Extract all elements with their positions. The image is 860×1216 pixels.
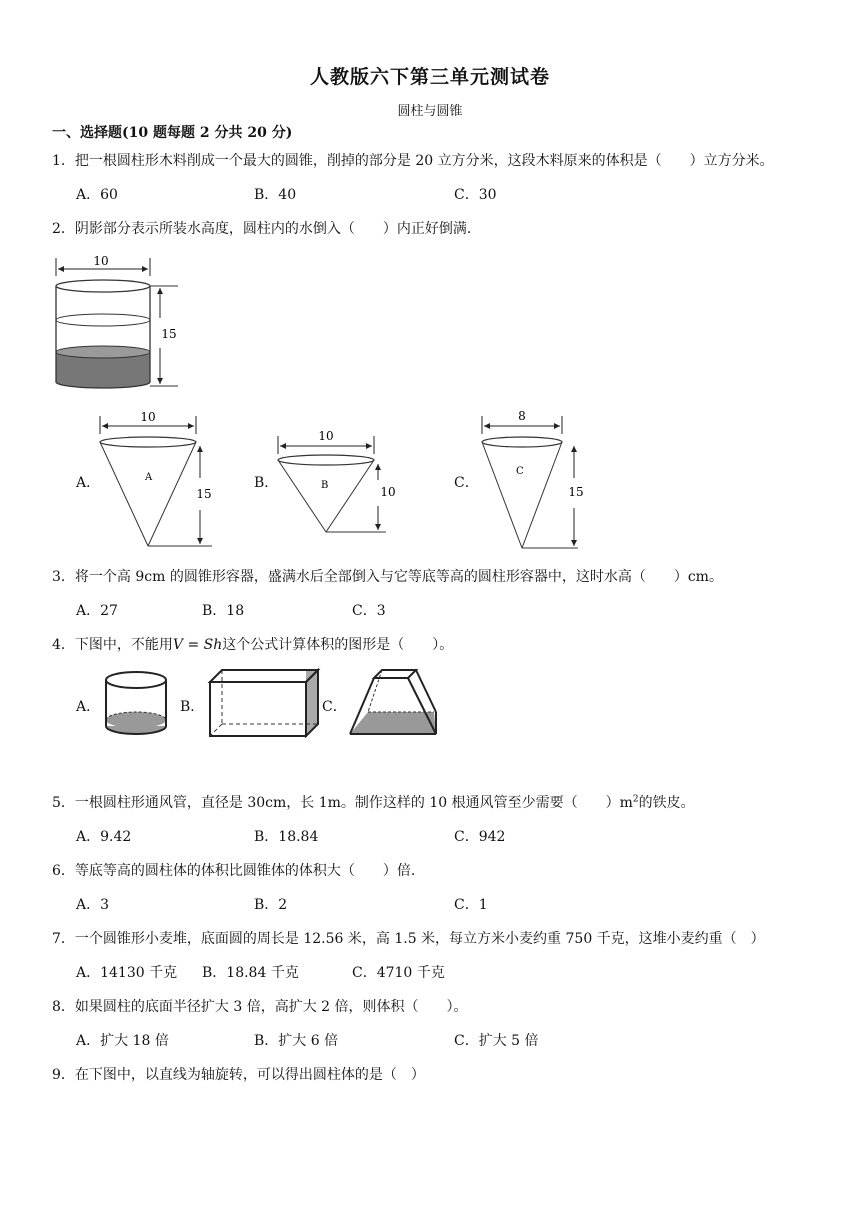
question-6: 6．等底等高的圆柱体的体积比圆锥体的体积大（ ）倍. <box>52 863 416 879</box>
q4-cylinder-figure <box>102 668 172 740</box>
question-2: 2．阴影部分表示所装水高度，圆柱内的水倒入（ ）内正好倒满． <box>52 221 481 237</box>
question-7: 7．一个圆锥形小麦堆，底面圆的周长是 12.56 米，高 1.5 米，每立方米小麦约重 750 千克，这堆小麦约重（ ） <box>52 931 765 947</box>
q5-option-c[interactable]: C．942 <box>454 829 506 845</box>
section-heading: 一、选择题(10 题每题 2 分共 20 分) <box>52 125 293 141</box>
cone-a-letter: A <box>145 472 153 483</box>
q1-option-c[interactable]: C．30 <box>454 187 497 203</box>
question-4 <box>52 634 453 654</box>
q2-cone-b <box>272 424 402 540</box>
q5-text-after: 的铁皮。 <box>638 795 695 811</box>
q3-option-a[interactable]: A．27 <box>76 603 118 619</box>
q5-superscript: 2 <box>632 794 639 805</box>
q6-option-c[interactable]: C．1 <box>454 897 488 913</box>
q2-cylinder-figure <box>48 252 188 402</box>
cone-c-height-label: 15 <box>568 485 584 499</box>
cylinder-diameter-label: 10 <box>93 254 109 268</box>
page-subtitle: 圆柱与圆锥 <box>397 104 463 119</box>
cone-b-height-label: 10 <box>380 485 396 499</box>
q4-formula: V = Sh <box>172 637 223 653</box>
q4-option-b[interactable]: B． <box>180 699 205 715</box>
q7-option-c[interactable]: C．4710 千克 <box>352 965 445 981</box>
question-8: 8．如果圆柱的底面半径扩大 3 倍，高扩大 2 倍，则体积（ ）。 <box>52 999 468 1015</box>
question-3: 3．将一个高 9cm 的圆锥形容器，盛满水后全部倒入与它等底等高的圆柱形容器中，这时水高（ ）cm。 <box>52 569 723 585</box>
q4-text-after: 这个公式计算体积的图形是（ ）。 <box>222 637 454 653</box>
q2-option-c[interactable]: C． <box>454 475 479 491</box>
q8-option-b[interactable]: B．扩大 6 倍 <box>254 1033 339 1049</box>
q5-text-before: 5．一根圆柱形通风管，直径是 30cm，长 1m。制作这样的 10 根通风管至少需要（ ）m <box>52 795 633 811</box>
question-1: 1．把一根圆柱形木料削成一个最大的圆锥，削掉的部分是 20 立方分米，这段木料原来的体积是（ ）立方分米。 <box>52 153 774 169</box>
q1-option-b[interactable]: B．40 <box>254 187 297 203</box>
cone-c-letter: C <box>516 466 524 477</box>
q3-option-c[interactable]: C．3 <box>352 603 386 619</box>
cone-a-height-label: 15 <box>196 487 212 501</box>
q5-option-a[interactable]: A．9.42 <box>76 829 132 845</box>
q2-cone-a <box>96 406 226 554</box>
cone-b-diameter-label: 10 <box>318 429 334 443</box>
q6-option-a[interactable]: A．3 <box>76 897 110 913</box>
cylinder-height-label: 15 <box>161 327 177 341</box>
q2-cone-c <box>478 404 608 554</box>
cone-a-diameter-label: 10 <box>140 410 156 424</box>
q7-option-b[interactable]: B．18.84 千克 <box>202 965 299 981</box>
q4-cuboid-figure <box>206 668 322 740</box>
q7-option-a[interactable]: A．14130 千克 <box>76 965 178 981</box>
page-title: 人教版六下第三单元测试卷 <box>309 66 550 88</box>
cone-c-diameter-label: 8 <box>518 409 526 423</box>
question-9: 9．在下图中，以直线为轴旋转，可以得出圆柱体的是（ ） <box>52 1067 425 1083</box>
q2-option-a[interactable]: A． <box>76 475 101 491</box>
q5-option-b[interactable]: B．18.84 <box>254 829 319 845</box>
q3-option-b[interactable]: B．18 <box>202 603 245 619</box>
question-5 <box>52 792 695 812</box>
q2-option-b[interactable]: B． <box>254 475 279 491</box>
q4-frustum-figure <box>346 666 442 742</box>
q1-option-a[interactable]: A．60 <box>76 187 118 203</box>
q6-option-b[interactable]: B．2 <box>254 897 288 913</box>
q8-option-c[interactable]: C．扩大 5 倍 <box>454 1033 539 1049</box>
q4-option-c[interactable]: C． <box>322 699 347 715</box>
q8-option-a[interactable]: A．扩大 18 倍 <box>76 1033 169 1049</box>
cone-b-letter: B <box>321 480 329 491</box>
q4-option-a[interactable]: A． <box>76 699 101 715</box>
q4-text-before: 4．下图中，不能用 <box>52 637 173 653</box>
